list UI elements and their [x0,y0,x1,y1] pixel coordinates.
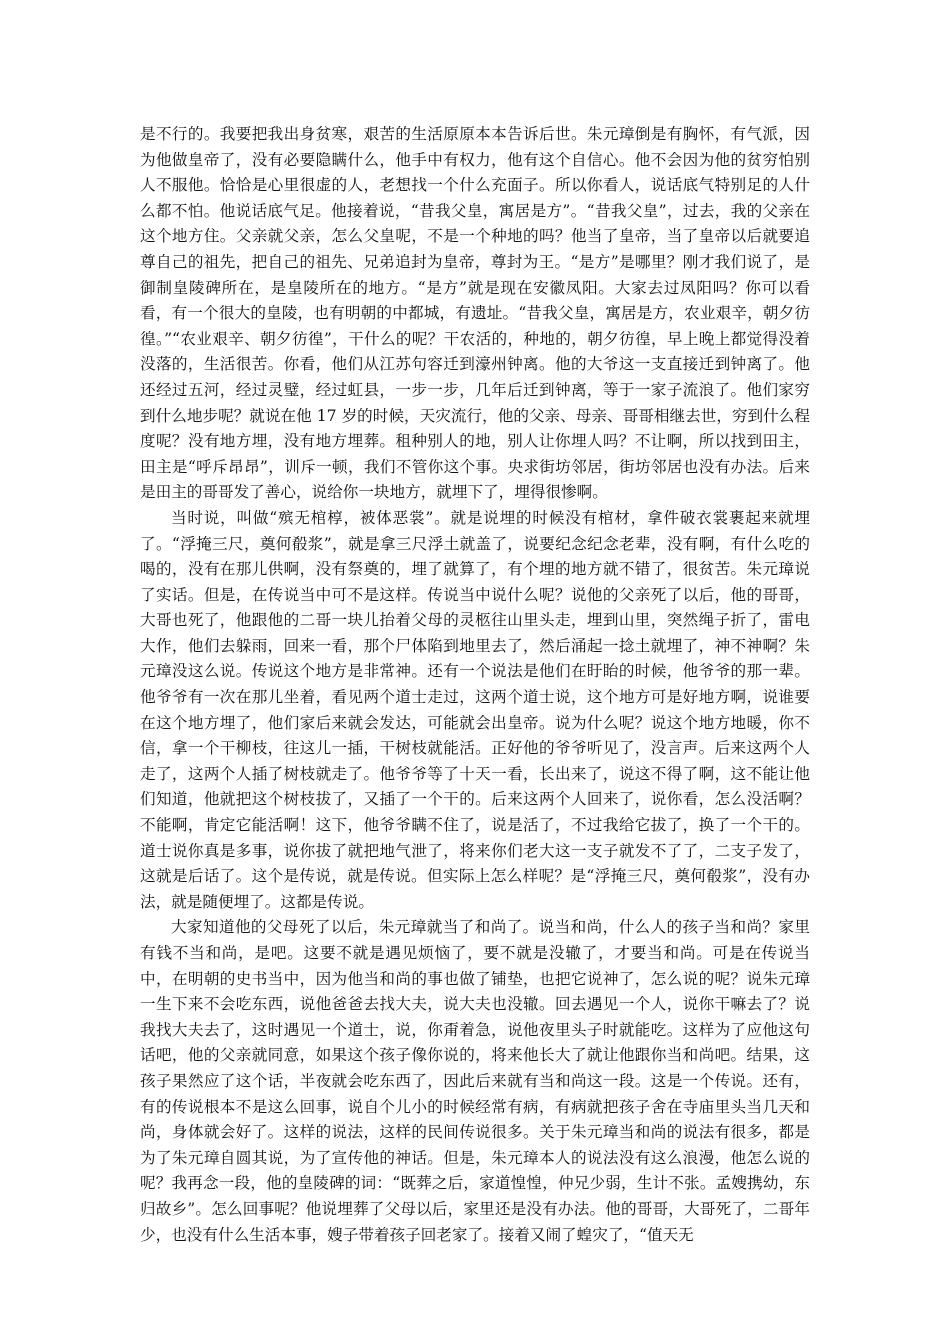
paragraph-3: 大家知道他的父母死了以后，朱元璋就当了和尚了。说当和尚，什么人的孩子当和尚？家里有钱不当和尚，是吧。这要不就是遇见烦恼了，要不就是没辙了，才要当和尚。可是在传说当中，在明朝的史书当中，因为他当和尚的事也做了铺垫，也把它说神了，怎么说的呢？说朱元璋一生下来不会吃东西，说他爸爸去找大夫，说大夫也没辙。回去遇见一个人，说你干嘛去了？说我找大夫去了，这时遇见一个道士，说，你甭着急，说他夜里头子时就能吃。这样为了应他这句话吧，他的父亲就同意，如果这个孩子像你说的，将来他长大了就让他跟你当和尚吧。结果，这孩子果然应了这个话，半夜就会吃东西了，因此后来就有当和尚这一段。这是一个传说。还有，有的传说根本不是这么回事，说自个儿小的时候经常有病，有病就把孩子舍在寺庙里头当几天和尚，身体就会好了。这样的说法，这样的民间传说很多。关于朱元璋当和尚的说法有很多，都是为了朱元璋自圆其说，为了宣传他的神话。但是，朱元璋本人的说法没有这么浪漫，他怎么说的呢？我再念一段，他的皇陵碑的词：“既葬之后，家道惶惶，仲兄少弱，生计不张。孟嫂携幼，东归故乡”。怎么回事呢？他说埋葬了父母以后，家里还是没有办法。他的哥哥，大哥死了，二哥年少，也没有什么生活本事，嫂子带着孩子回老家了。接着又闹了蝗灾了，“值天无 [140,918,810,1244]
document-page [140,122,810,1248]
paragraph-2: 当时说，叫做“殡无棺椁，被体恶裳”。就是说埋的时候没有棺材，拿件破衣裳裹起来就埋了。“浮掩三尺，奠何殽浆”，就是拿三尺浮土就盖了，说要纪念纪念老辈，没有啊，有什么吃的喝的，没有在那儿供啊，没有祭奠的，埋了就算了，有个埋的地方就不错了，很贫苦。朱元璋说了实话。但是，在传说当中可不是这样。传说当中说什么呢？说他的父亲死了以后，他的哥哥，大哥也死了，他跟他的二哥一块儿抬着父母的灵柩往山里头走，埋到山里，突然绳子折了，雷电大作，他们去躲雨，回来一看，那个尸体陷到地里去了，然后涌起一捻土就埋了，神不神啊？朱元璋没这么说。传说这个地方是非常神。还有一个说法是他们在盱眙的时候，他爷爷的那一辈。他爷爷有一次在那儿坐着，看见两个道士走过，这两个道士说，这个地方可是好地方啊，说谁要在这个地方埋了，他们家后来就会发达，可能就会出皇帝。说为什么呢？说这个地方地暖，你不信，拿一个干柳枝，往这儿一插，干树枝就能活。正好他的爷爷听见了，没言声。后来这两个人走了，这两个人插了树枝就走了。他爷爷等了十天一看，长出来了，说这不得了啊，这不能让他们知道，他就把这个树枝拔了，又插了一个干的。后来这两个人回来了，说你看，怎么没活啊？不能啊，肯定它能活啊！这下，他爷爷瞒不住了，说是活了，不过我给它拔了，换了一个干的。道士说你真是多事，说你拔了就把地气泄了，将来你们老大这一支子就发不了了，二支子发了，这就是后话了。这个是传说，就是传说。但实际上怎么样呢？是“浮掩三尺，奠何殽浆”，没有办法，就是随便埋了。这都是传说。 [140,508,810,911]
paragraph-1: 是不行的。我要把我出身贫寒，艰苦的生活原原本本告诉后世。朱元璋倒是有胸怀，有气派，因为他做皇帝了，没有必要隐瞒什么，他手中有权力，他有这个自信心。他不会因为他的贫穷怕别人不服他。恰恰是心里很虚的人，老想找一个什么充面子。所以你看人，说话底气特别足的人什么都不怕。他说话底气足。他接着说，“昔我父皇，寓居是方”。“昔我父皇”，过去，我的父亲在这个地方住。父亲就父亲，怎么父皇呢，不是一个种地的吗？他当了皇帝，当了皇帝以后就要追尊自己的祖先，把自己的祖先、兄弟追封为皇帝，尊封为王。“是方”是哪里？刚才我们说了，是御制皇陵碑所在，是皇陵所在的地方。“是方”就是现在安徽凤阳。大家去过凤阳吗？你可以看看，有一个很大的皇陵，也有明朝的中都城，有遗址。“昔我父皇，寓居是方，农业艰辛，朝夕彷徨。”“农业艰辛、朝夕彷徨”，干什么的呢？干农活的，种地的，朝夕彷徨，早上晚上都觉得没着没落的，生活很苦。你看，他们从江苏句容迁到濠州钟离。他的大爷这一支直接迁到钟离了。他还经过五河，经过灵璧，经过虹县，一步一步，几年后迁到钟离，等于一家子流浪了。他们家穷到什么地步呢？就说在他 17 岁的时候，天灾流行，他的父亲、母亲、哥哥相继去世，穷到什么程度呢？没有地方埋，没有地方埋葬。租种别人的地，别人让你埋人吗？不让啊，所以找到田主，田主是“呼斥昂昂”，训斥一顿，我们不管你这个事。央求街坊邻居，街坊邻居也没有办法。后来是田主的哥哥发了善心，说给你一块地方，就埋下了，埋得很惨啊。 [140,125,810,502]
